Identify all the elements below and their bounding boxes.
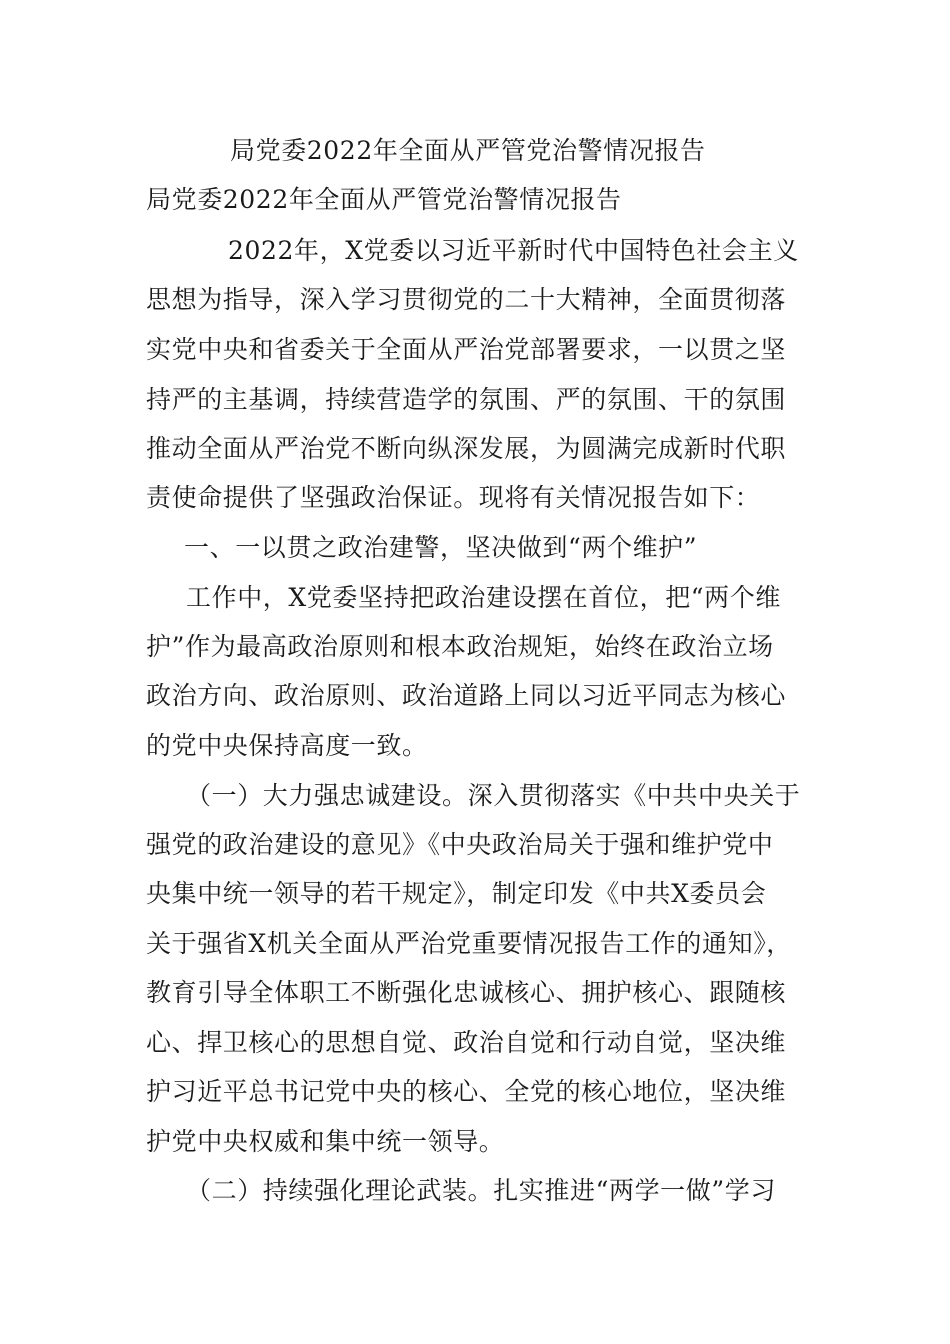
paragraph-line: 2022年，X党委以习近平新时代中国特色社会主义 <box>228 236 799 265</box>
paragraph-line: 工作中，X党委坚持把政治建设摆在首位，把“两个维 <box>186 583 781 612</box>
paragraph-line: 实党中央和省委关于全面从严治党部署要求，一以贯之坚 <box>146 335 787 364</box>
document-title-centered: 局党委2022年全面从严管党治警情况报告 <box>230 136 706 165</box>
paragraph-line: 护”作为最高政治原则和根本政治规矩，始终在政治立场 <box>146 632 774 661</box>
paragraph-line: 政治方向、政治原则、政治道路上同以习近平同志为核心 <box>146 681 787 710</box>
paragraph-line: 持严的主基调，持续营造学的氛围、严的氛围、干的氛围 <box>146 385 787 414</box>
subsection-paragraph-line: （一）大力强忠诚建设。深入贯彻落实《中共中央关于 <box>186 781 801 810</box>
paragraph-line: 教育引导全体职工不断强化忠诚核心、拥护核心、跟随核 <box>146 978 787 1007</box>
paragraph-line: 的党中央保持高度一致。 <box>146 731 428 760</box>
paragraph-line: 思想为指导，深入学习贯彻党的二十大精神，全面贯彻落 <box>146 285 787 314</box>
paragraph-line: 责使命提供了坚强政治保证。现将有关情况报告如下： <box>146 483 761 512</box>
section-heading: 一、一以贯之政治建警，坚决做到“两个维护” <box>184 533 698 562</box>
paragraph-line: 护习近平总书记党中央的核心、全党的核心地位，坚决维 <box>146 1077 787 1106</box>
paragraph-line: 心、捍卫核心的思想自觉、政治自觉和行动自觉，坚决维 <box>146 1028 787 1057</box>
document-title-left: 局党委2022年全面从严管党治警情况报告 <box>146 185 622 214</box>
paragraph-line: 强党的政治建设的意见》《中央政治局关于强和维护党中 <box>146 830 774 859</box>
subsection-paragraph-line: （二）持续强化理论武装。扎实推进“两学一做”学习 <box>186 1176 776 1205</box>
paragraph-line: 关于强省X机关全面从严治党重要情况报告工作的通知》， <box>146 929 792 958</box>
paragraph-line: 护党中央权威和集中统一领导。 <box>146 1127 505 1156</box>
paragraph-line: 推动全面从严治党不断向纵深发展，为圆满完成新时代职 <box>146 434 787 463</box>
paragraph-line: 央集中统一领导的若干规定》，制定印发《中共X委员会 <box>146 879 767 908</box>
